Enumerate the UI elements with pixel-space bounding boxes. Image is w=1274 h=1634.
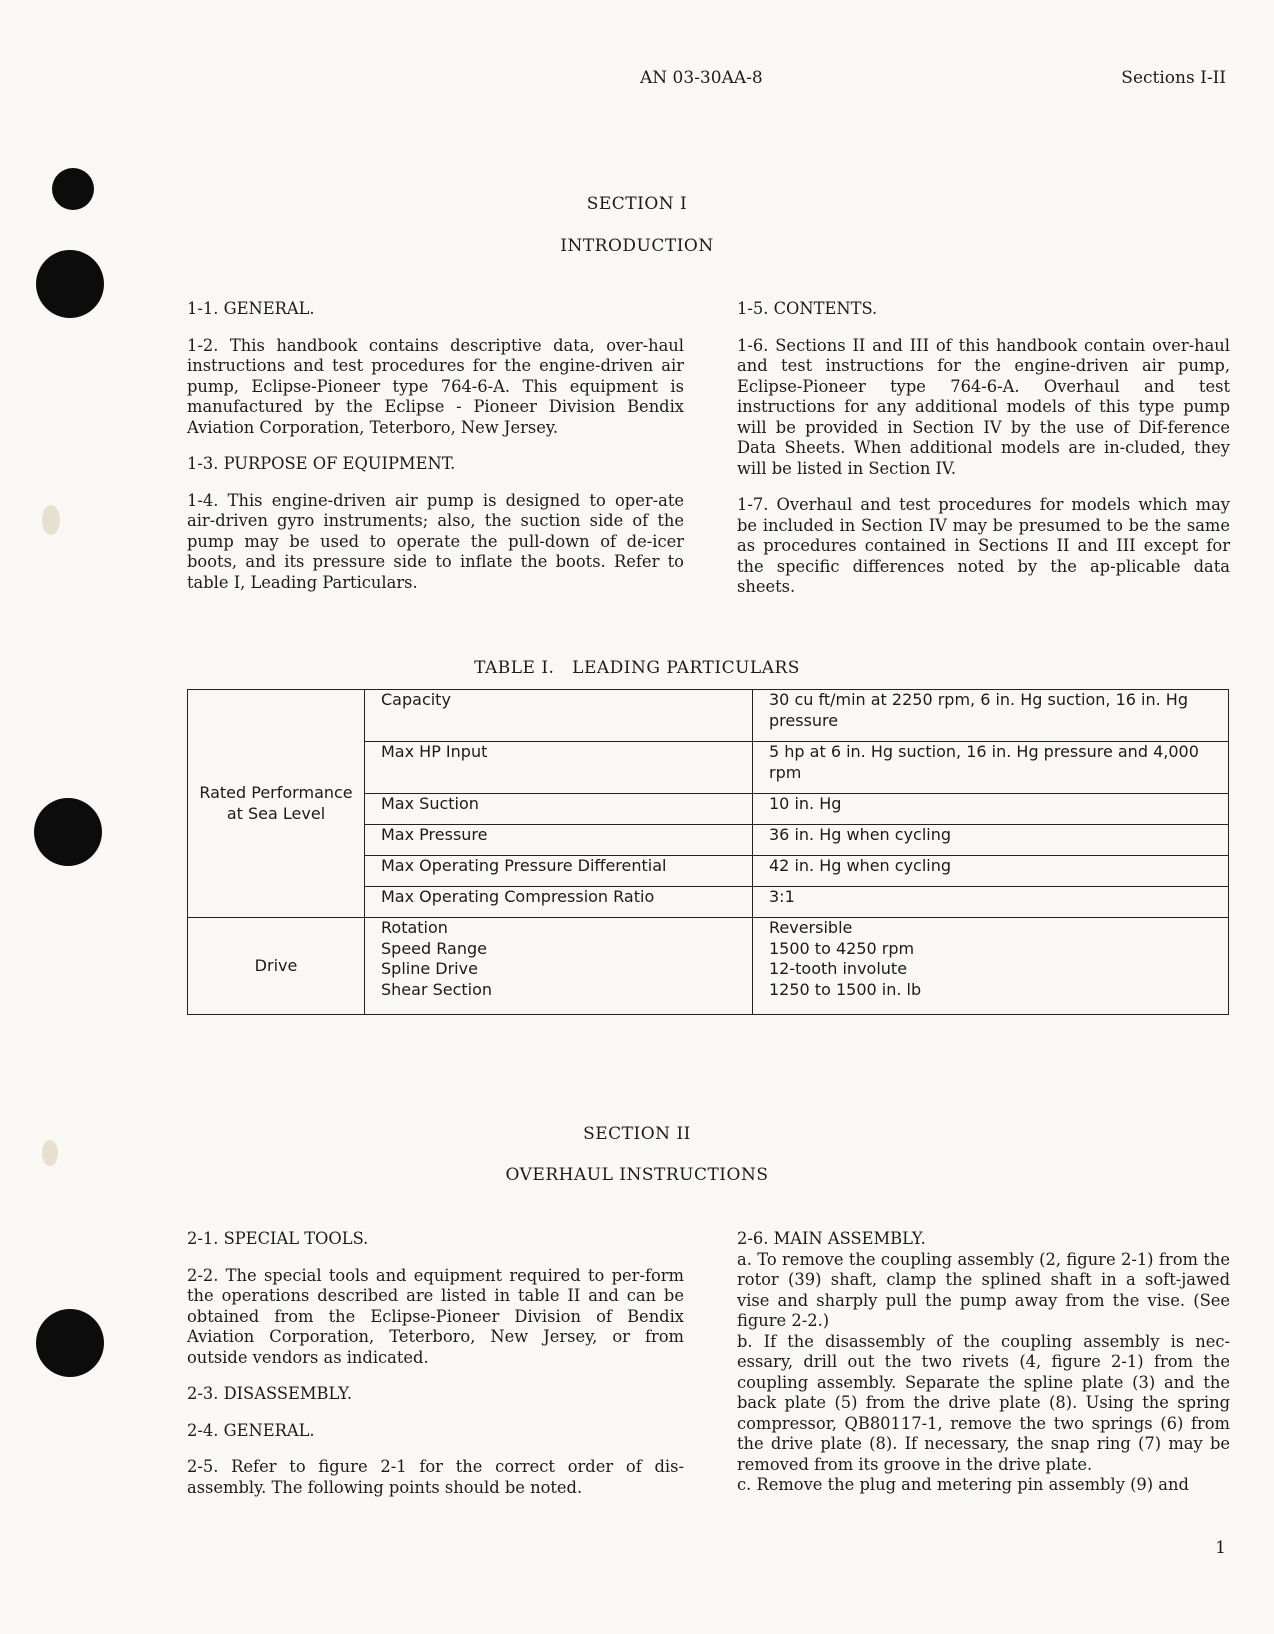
paragraph: 1-4. This engine-driven air pump is designed to oper-ate air-driven gyro instruments; also, the suction side of the pump may be used to operate the pull-down of de-icer boots, and its pressure side to inflate the boots. Refer to table I, Leading Particulars.	[187, 490, 684, 592]
drive-value: 1250 to 1500 in. lb	[769, 979, 922, 999]
drive-label: Rotation	[381, 918, 448, 937]
header-sections: Sections I-II	[1121, 68, 1226, 88]
drive-value: 12-tooth involute	[769, 959, 908, 978]
drive-labels	[365, 918, 753, 1015]
paragraph: a. To remove the coupling assembly (2, figure 2-1) from the rotor (39) shaft, clamp the splined shaft in a soft-jawed vise and sharply pull the pump away from the vise. (See figure 2-2.)	[737, 1249, 1230, 1330]
paragraph: b. If the disassembly of the coupling assembly is nec-essary, drill out the two rivets (4, figure 2-1) from the coupling assembly. Separate the spline plate (3) and the back plate (5) from the drive plate (8). Using the spring compressor, QB80117-1, remove the two springs (6) from the drive plate (8). If necessary, the snap ring (7) may be removed from its groove in the drive plate.	[737, 1331, 1230, 1474]
binder-hole-4	[36, 1309, 104, 1377]
paragraph-heading: 2-3. DISASSEMBLY.	[187, 1384, 353, 1403]
section1-left-column	[187, 299, 684, 593]
binder-hole-3	[34, 798, 102, 866]
row-label: Max HP Input	[365, 742, 753, 794]
paragraph-heading: 2-4. GENERAL.	[187, 1420, 315, 1440]
section2-left-column	[187, 1229, 684, 1498]
stain	[42, 505, 60, 535]
paragraph: c. Remove the plug and metering pin assembly (9) and	[737, 1475, 1189, 1494]
row-value: 3:1	[753, 887, 1229, 918]
table-row	[188, 690, 1229, 742]
paragraph-heading: 2-6. MAIN ASSEMBLY.	[737, 1229, 926, 1248]
section-title: SECTION II	[583, 1124, 691, 1144]
drive-value: 1500 to 4250 rpm	[769, 938, 915, 958]
row-value: 10 in. Hg	[753, 794, 1229, 825]
row-value: 42 in. Hg when cycling	[753, 856, 1229, 887]
paragraph-heading: 1-1. GENERAL.	[187, 299, 315, 318]
paragraph-heading: 2-1. SPECIAL TOOLS.	[187, 1229, 369, 1248]
section1-right-column	[737, 299, 1230, 598]
drive-value: Reversible	[769, 918, 853, 937]
section-subtitle: OVERHAUL INSTRUCTIONS	[505, 1165, 769, 1185]
row-value: 5 hp at 6 in. Hg suction, 16 in. Hg pressure and 4,000 rpm	[753, 742, 1229, 794]
paragraph: 1-2. This handbook contains descriptive data, over-haul instructions and test procedures for the engine-driven air pump, Eclipse-Pioneer type 764-6-A. This equipment is manufactured by the Eclipse - Pioneer Division Bendix Aviation Corporation, Teterboro, New Jersey.	[187, 335, 684, 437]
page-number: 1	[1215, 1538, 1226, 1558]
row-label: Max Pressure	[365, 825, 753, 856]
paragraph-heading: 1-5. CONTENTS.	[737, 299, 878, 318]
drive-label: Speed Range	[381, 938, 487, 958]
paragraph-heading: 1-3. PURPOSE OF EQUIPMENT.	[187, 454, 456, 473]
group-drive: Drive	[188, 918, 365, 1015]
group-rated-performance: Rated Performance at Sea Level	[188, 690, 365, 918]
row-label: Max Suction	[365, 794, 753, 825]
binder-hole-2	[36, 250, 104, 318]
section-title: SECTION I	[586, 194, 688, 214]
doc-number: AN 03-30AA-8	[640, 68, 763, 88]
paragraph: 2-5. Refer to figure 2-1 for the correct order of dis-assembly. The following points should be noted.	[187, 1457, 684, 1497]
table-title: TABLE I. LEADING PARTICULARS	[474, 658, 800, 678]
row-value: 36 in. Hg when cycling	[753, 825, 1229, 856]
paragraph: 1-6. Sections II and III of this handbook contain over-haul and test instructions for the engine-driven air pump, Eclipse-Pioneer type 764-6-A. Overhaul and test instructions for any additional models of this type pump will be provided in Section IV by the use of Dif-ference Data Sheets. When additional models are in-cluded, they will be listed in Section IV.	[737, 335, 1230, 478]
section2-right-column	[737, 1229, 1230, 1496]
leading-particulars-table	[187, 689, 1229, 1015]
row-value: 30 cu ft/min at 2250 rpm, 6 in. Hg suction, 16 in. Hg pressure	[753, 690, 1229, 742]
row-label: Max Operating Pressure Differential	[365, 856, 753, 887]
paragraph: 1-7. Overhaul and test procedures for models which may be included in Section IV may be presumed to be the same as procedures contained in Sections II and III except for the specific differences noted by the ap-plicable data sheets.	[737, 495, 1230, 596]
row-label: Capacity	[365, 690, 753, 742]
drive-values	[753, 918, 1229, 1015]
drive-label: Shear Section	[381, 979, 493, 999]
drive-label: Spline Drive	[381, 959, 478, 978]
section-subtitle: INTRODUCTION	[560, 236, 714, 256]
table-row	[188, 918, 1229, 1015]
row-label: Max Operating Compression Ratio	[365, 887, 753, 918]
paragraph: 2-2. The special tools and equipment required to per-form the operations described are listed in table II and can be obtained from the Eclipse-Pioneer Division of Bendix Aviation Corporation, Teterboro, New Jersey, or from outside vendors as indicated.	[187, 1265, 684, 1367]
